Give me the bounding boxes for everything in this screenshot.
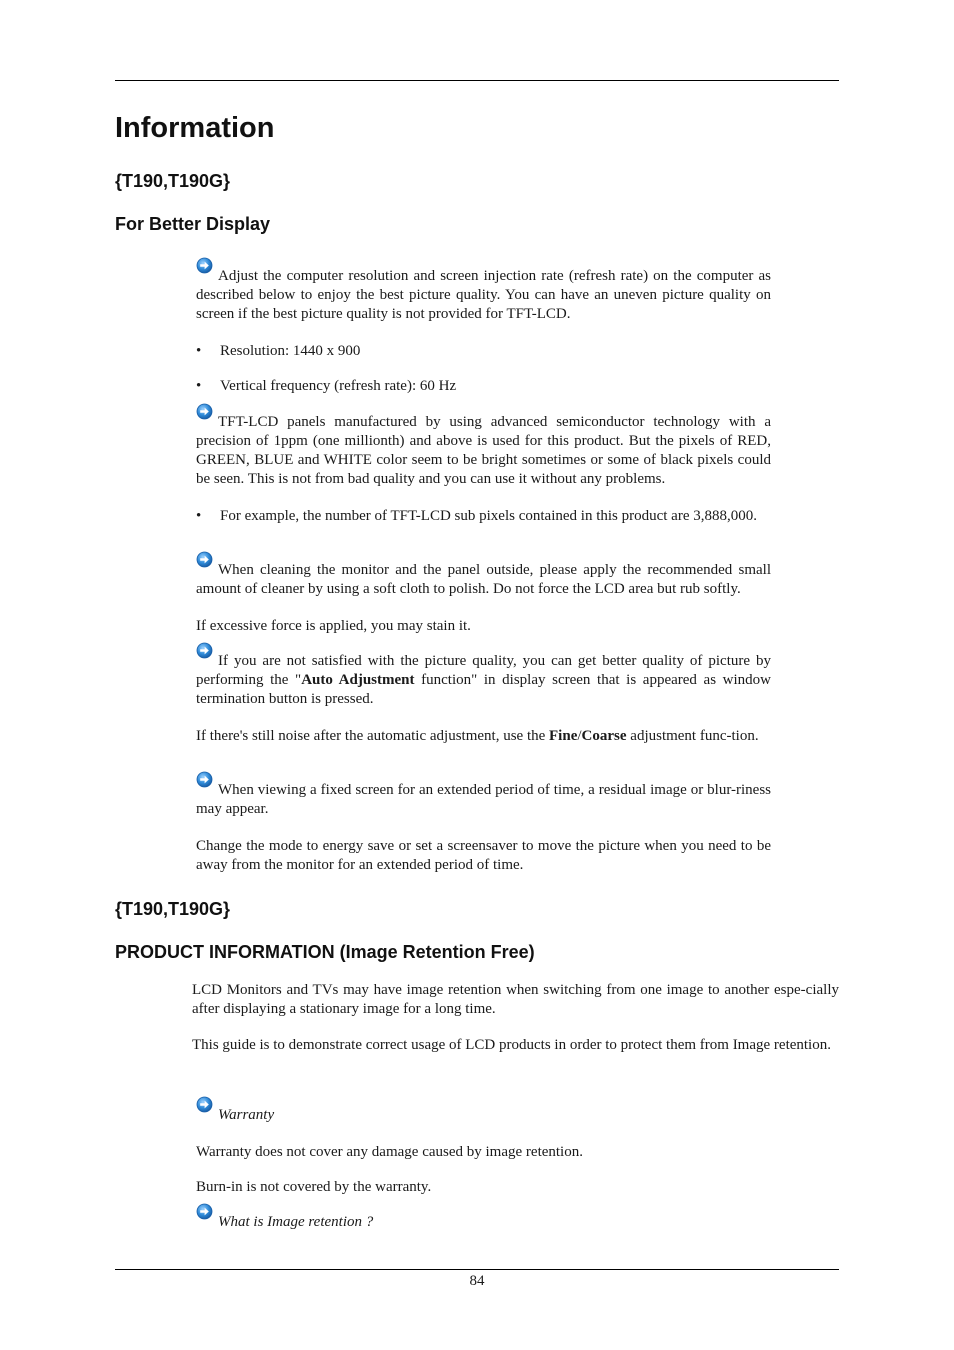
arrow-right-icon xyxy=(196,551,213,568)
paragraph-residual-image: When viewing a fixed screen for an extended period of time, a residual image or blur-riness may appear. xyxy=(196,778,771,819)
arrow-right-icon xyxy=(196,403,213,420)
arrow-right-icon xyxy=(196,1096,213,1113)
paragraph-retention-intro: LCD Monitors and TVs may have image retention when switching from one image to another espe-cially after displaying a stationary image for a long time. xyxy=(192,982,839,1017)
arrow-right-icon xyxy=(196,771,213,788)
header-rule xyxy=(115,80,839,81)
bullet-dot: • xyxy=(196,343,202,359)
page-number: 84 xyxy=(469,1273,485,1289)
list-item-subpixels: • For example, the number of TFT-LCD sub pixels contained in this product are 3,888,000. xyxy=(196,508,757,524)
paragraph-energy-save: Change the mode to energy save or set a screensaver to move the picture when you need to be away from the monitor for an extended period of time. xyxy=(196,838,771,873)
paragraph-fine-coarse: If there's still noise after the automatic adjustment, use the Fine/Coarse adjustment func-tion. xyxy=(196,728,759,744)
footer-rule xyxy=(115,1269,839,1270)
model-heading-1: {T190,T190G} xyxy=(115,171,231,191)
paragraph-tft-lcd: TFT-LCD panels manufactured by using advanced semiconductor technology with a precision of 1ppm (one millionth) and above is used for this product. But the pixels of RED, GREEN, BLUE and WHITE color seem to be bright sometimes or some of black pixels could be seen. This is not from bad quality and you can use it without any problems. xyxy=(196,410,771,489)
section-title-better-display: For Better Display xyxy=(115,214,271,234)
paragraph-burn-in: Burn-in is not covered by the warranty. xyxy=(196,1179,432,1195)
paragraph-warranty-damage: Warranty does not cover any damage caused by image retention. xyxy=(196,1144,583,1160)
paragraph-resolution: Adjust the computer resolution and screen injection rate (refresh rate) on the computer as described below to enjoy the best picture quality. You can have an uneven picture quality on screen if the best picture quality is not provided for TFT-LCD. xyxy=(196,264,771,324)
paragraph-auto-adjustment: If you are not satisfied with the picture quality, you can get better quality of picture by performing the "Auto Adjustment function" in display screen that is appeared as window termination button is pressed. xyxy=(196,649,771,709)
paragraph-cleaning: When cleaning the monitor and the panel outside, please apply the recommended small amount of cleaner by using a soft cloth to polish. Do not force the LCD area but rub softly. xyxy=(196,558,771,599)
bullet-dot: • xyxy=(196,378,202,394)
what-is-retention-heading: What is Image retention ? xyxy=(196,1210,771,1232)
page-title: Information xyxy=(115,112,275,144)
arrow-right-icon xyxy=(196,1203,213,1220)
paragraph-retention-guide: This guide is to demonstrate correct usage of LCD products in order to protect them from Image retention. xyxy=(192,1037,831,1053)
arrow-right-icon xyxy=(196,642,213,659)
model-heading-2: {T190,T190G} xyxy=(115,899,231,919)
arrow-right-icon xyxy=(196,257,213,274)
warranty-heading: Warranty xyxy=(196,1103,771,1125)
paragraph-stain: If excessive force is applied, you may stain it. xyxy=(196,618,471,634)
list-item-resolution: • Resolution: 1440 x 900 xyxy=(196,343,361,359)
list-item-frequency: • Vertical frequency (refresh rate): 60 Hz xyxy=(196,378,457,394)
bullet-dot: • xyxy=(196,508,202,524)
section-title-image-retention: PRODUCT INFORMATION (Image Retention Free) xyxy=(115,942,535,962)
